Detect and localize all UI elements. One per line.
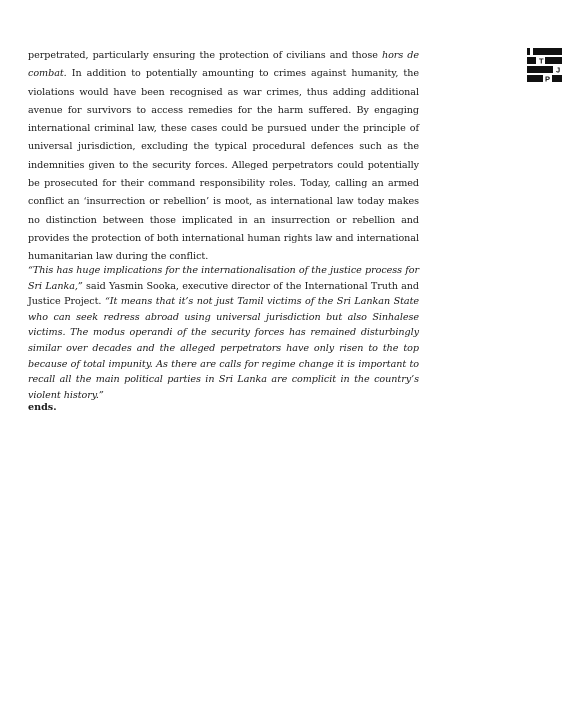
quote-part-2: “It means that it’s not just Tamil victims of the Sri Lankan State who can seek redress abroad using universal jurisdiction but also Sinhalese victims. The modus operandi of the security forces has remained disturbingly similar over decades and the alleged perpetrators have only risen to the top because of total impunity. As there are calls for regime change it is important to recall all the main political parties in Sri Lanka are complicit in the country’s violent history.”	[28, 296, 420, 401]
logo-letter-j: J	[556, 65, 561, 75]
quote-paragraph	[28, 263, 419, 403]
body-paragraph	[28, 47, 419, 267]
ends-marker: ends.	[28, 402, 57, 413]
paragraph-text-part-2: In addition to potentially amounting to crimes against humanity, the violations would have been recognised as war crimes, thus adding additional avenue for survivors to access remedies for the harm suffered. By engaging international criminal law, these cases could be pursued under the principle of universal jurisdiction, excluding the typical procedural defences such as the indemnities given to the security forces. Alleged perpetrators could potentially be prosecuted for their command responsibility roles. Today, calling an armed conflict an ‘insurrection or rebellion’ is moot, as international law today makes no distinction between those implicated in an insurrection or rebellion and provides the protection of both international human rights law and international humanitarian law during the conflict.	[28, 68, 419, 263]
itjp-logo	[526, 48, 564, 84]
quote-part-1: “This has huge implications for the internationalisation of the justice process for Sri Lanka,”	[28, 265, 419, 292]
logo-letter-t: T	[539, 56, 544, 66]
logo-letter-p: P	[545, 74, 551, 84]
paragraph-text-part-1: perpetrated, particularly ensuring the protection of civilians and those	[28, 50, 382, 61]
hors-de-combat-italic: hors de combat.	[28, 50, 419, 80]
quote-attribution: said Yasmin Sooka, executive director of the International Truth and Justice Project.	[28, 280, 420, 308]
